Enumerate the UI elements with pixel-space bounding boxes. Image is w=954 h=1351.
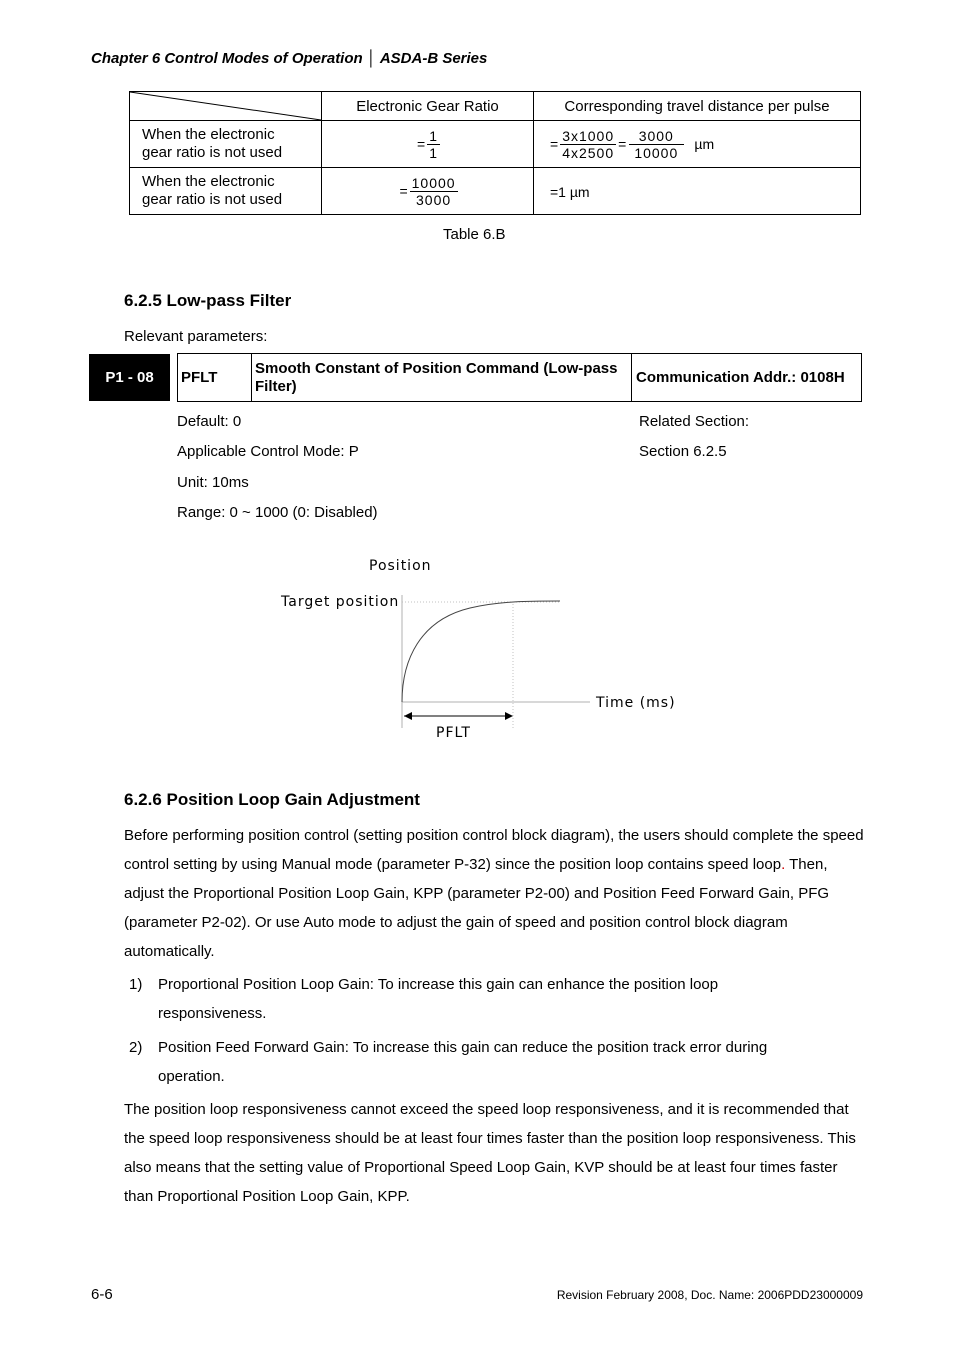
- param-abbr: PFLT: [178, 354, 252, 401]
- closing-paragraph: The position loop responsiveness cannot exceed the speed loop responsiveness, and it is recommended that the speed loop responsiveness should be at least four times faster than the position loop responsiveness. This also means that the setting value of Proportional Speed Loop Gain, KVP should be at least four times faster than Proportional Position Loop Gain, KPP.: [124, 1101, 856, 1205]
- row-label: [130, 121, 322, 168]
- param-unit: Unit: 10ms: [177, 474, 249, 491]
- diagonal-header-cell: [130, 92, 322, 121]
- list-item-number: 1): [129, 976, 143, 993]
- ratio-fraction: [410, 175, 458, 208]
- related-section-value: Section 6.2.5: [639, 443, 727, 460]
- unit-label: µm: [694, 136, 715, 152]
- ratio-fraction: [427, 128, 440, 161]
- ratio-cell: [322, 168, 534, 215]
- equals-sign: =: [399, 183, 408, 199]
- param-name: Smooth Constant of Position Command (Low-pass Filter): [252, 354, 632, 401]
- row-label-line: gear ratio is not used: [142, 144, 283, 161]
- row-label-line: When the electronic: [142, 173, 275, 190]
- param-default: Default: 0: [177, 413, 242, 430]
- list-item-number: 2): [129, 1039, 143, 1056]
- table-row: [130, 168, 861, 215]
- numerator: 1: [429, 127, 438, 144]
- gear-ratio-table: [129, 91, 861, 215]
- revision-info: Revision February 2008, Doc. Name: 2006PDD23000009: [556, 1288, 863, 1302]
- row-label-line: gear ratio is not used: [142, 191, 283, 208]
- col-header-gear-ratio: Electronic Gear Ratio: [322, 92, 534, 121]
- intro-text-continued: Then, adjust the Proportional Position Loop Gain, KPP (parameter P2-00) and Position Feed Forward Gain, PFG (parameter P2-02). Or use Auto mode to adjust the gain of speed and position control block diagram automatically.: [124, 856, 830, 960]
- response-curve: [402, 601, 560, 702]
- pflt-span-label: PFLT: [436, 725, 471, 741]
- arrow-left-icon: [404, 712, 412, 720]
- intro-paragraph: [124, 821, 866, 966]
- table-row: [130, 121, 861, 168]
- distance-cell: [534, 121, 861, 168]
- related-section-label: Related Section:: [639, 413, 750, 430]
- numerator: 10000: [411, 174, 456, 191]
- arrow-right-icon: [505, 712, 513, 720]
- denominator: 10000: [634, 144, 679, 161]
- numerator: 3x1000: [562, 127, 615, 144]
- intro-text: Before performing position control (setting position control block diagram), the users should complete the speed control setting by using Manual mode (parameter P-32) since the position loop contains speed loop: [124, 827, 864, 873]
- relevant-parameters-label: Relevant parameters:: [124, 328, 268, 345]
- param-id-badge: P1 - 08: [89, 354, 170, 401]
- param-header-box: [177, 353, 862, 402]
- denominator: 4x2500: [562, 144, 615, 161]
- param-range: Range: 0 ~ 1000 (0: Disabled): [177, 504, 378, 521]
- distance-fraction: [628, 128, 684, 161]
- row-label-line: When the electronic: [142, 126, 275, 143]
- distance-cell: [534, 168, 861, 215]
- section-title: 6.2.6 Position Loop Gain Adjustment: [124, 790, 420, 809]
- list-item: Position Feed Forward Gain: To increase this gain can reduce the position track error during operation.: [158, 1039, 768, 1085]
- col-header-travel-distance: Corresponding travel distance per pulse: [534, 92, 861, 121]
- target-position-label: Target position: [281, 594, 400, 610]
- table-header-row: [130, 92, 861, 121]
- ratio-cell: [322, 121, 534, 168]
- low-pass-filter-diagram: [270, 550, 690, 750]
- equals-sign: =: [618, 136, 627, 152]
- page-header: Chapter 6 Control Modes of Operation │ ASDA-B Series: [91, 50, 488, 67]
- equals-sign: =: [417, 136, 426, 152]
- table-caption: Table 6.B: [443, 226, 506, 243]
- intro-period: .: [781, 856, 786, 873]
- denominator: 1: [429, 144, 438, 161]
- param-control-mode: Applicable Control Mode: P: [177, 443, 359, 460]
- page-number: 6-6: [91, 1286, 113, 1303]
- time-axis-label: Time (ms): [596, 695, 676, 711]
- position-axis-label: Position: [369, 558, 432, 574]
- diagonal-line: [130, 92, 321, 120]
- denominator: 3000: [416, 191, 452, 208]
- list-item: Proportional Position Loop Gain: To increase this gain can enhance the position loop responsiveness.: [158, 976, 719, 1022]
- equals-sign: =: [550, 136, 559, 152]
- row-label: [130, 168, 322, 215]
- distance-value: =1 µm: [550, 183, 590, 200]
- section-title: 6.2.5 Low-pass Filter: [124, 291, 292, 310]
- numerator: 3000: [629, 128, 684, 145]
- param-comm-addr: Communication Addr.: 0108H: [636, 369, 845, 386]
- distance-fraction: [560, 128, 616, 161]
